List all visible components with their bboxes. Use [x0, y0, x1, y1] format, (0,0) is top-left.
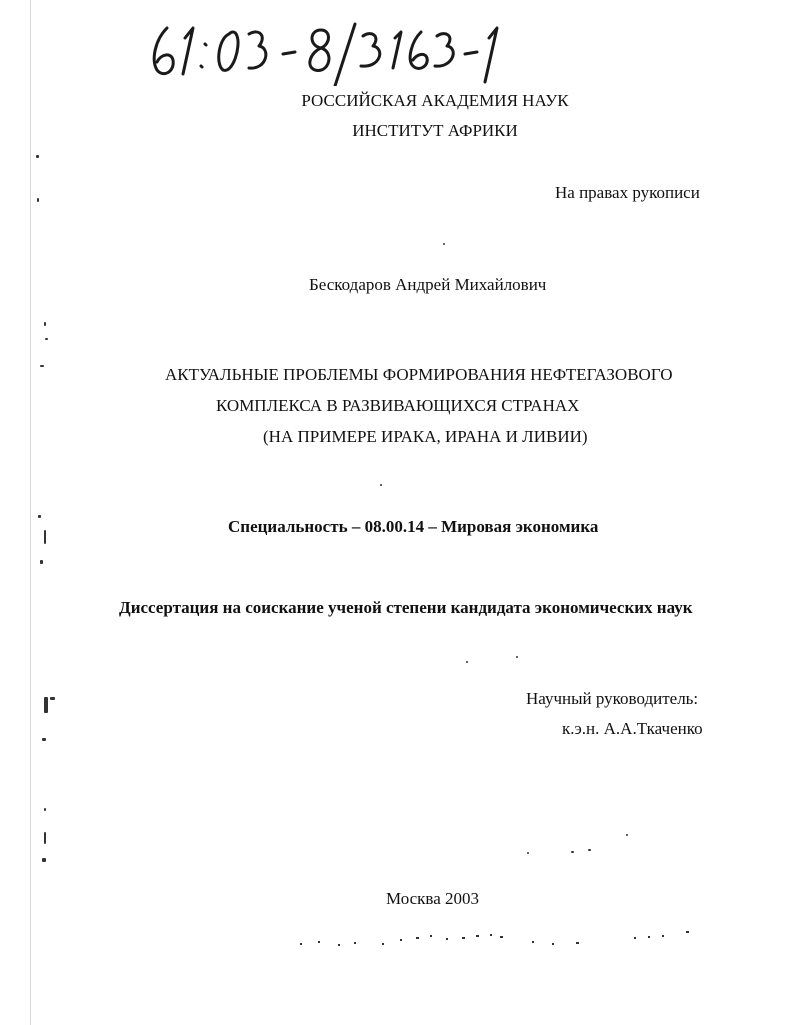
- title-line-3: (НА ПРИМЕРЕ ИРАКА, ИРАНА И ЛИВИИ): [263, 427, 588, 446]
- scan-speck: [44, 322, 46, 326]
- scan-speck: [443, 243, 445, 245]
- scan-speck: [626, 834, 628, 836]
- specialty: Специальность – 08.00.14 – Мировая экономика: [228, 517, 599, 536]
- scan-speck: [50, 697, 55, 700]
- scan-speck: [45, 338, 48, 340]
- scan-speck: [37, 198, 39, 202]
- scan-speck: [40, 365, 44, 367]
- scan-speck: [42, 858, 46, 862]
- scan-speck: [44, 808, 46, 811]
- scan-speck: [42, 738, 46, 741]
- supervisor-name: к.э.н. А.А.Ткаченко: [562, 719, 703, 738]
- scan-speck: [588, 849, 591, 851]
- scan-noise-row: [290, 925, 710, 955]
- scan-speck: [44, 697, 48, 713]
- scan-speck: [527, 852, 529, 854]
- scan-margin-edge: [30, 0, 31, 1025]
- handwritten-number-graphic: [145, 16, 505, 86]
- scan-speck: [380, 484, 382, 486]
- scan-speck: [516, 656, 518, 658]
- scan-speck: [38, 515, 41, 518]
- scan-speck: [44, 530, 46, 544]
- rights-note: На правах рукописи: [555, 183, 700, 202]
- handwritten-catalog-number: [145, 16, 505, 86]
- author-name: Бескодаров Андрей Михайлович: [309, 275, 547, 294]
- title-line-1: АКТУАЛЬНЫЕ ПРОБЛЕМЫ ФОРМИРОВАНИЯ НЕФТЕГАЗОВОГО: [165, 365, 673, 384]
- academy-name: РОССИЙСКАЯ АКАДЕМИЯ НАУК: [301, 91, 569, 110]
- scan-speck: [44, 832, 46, 844]
- scan-speck: [466, 661, 468, 663]
- supervisor-label: Научный руководитель:: [526, 689, 699, 708]
- scan-speck: [36, 155, 39, 158]
- institute-name: ИНСТИТУТ АФРИКИ: [352, 121, 518, 140]
- city-year: Москва 2003: [386, 889, 480, 908]
- title-line-2: КОМПЛЕКСА В РАЗВИВАЮЩИХСЯ СТРАНАХ: [216, 396, 580, 415]
- scan-speck: [571, 851, 574, 853]
- scan-speck: [40, 560, 43, 564]
- dissertation-description: Диссертация на соискание ученой степени кандидата экономических наук: [119, 598, 693, 617]
